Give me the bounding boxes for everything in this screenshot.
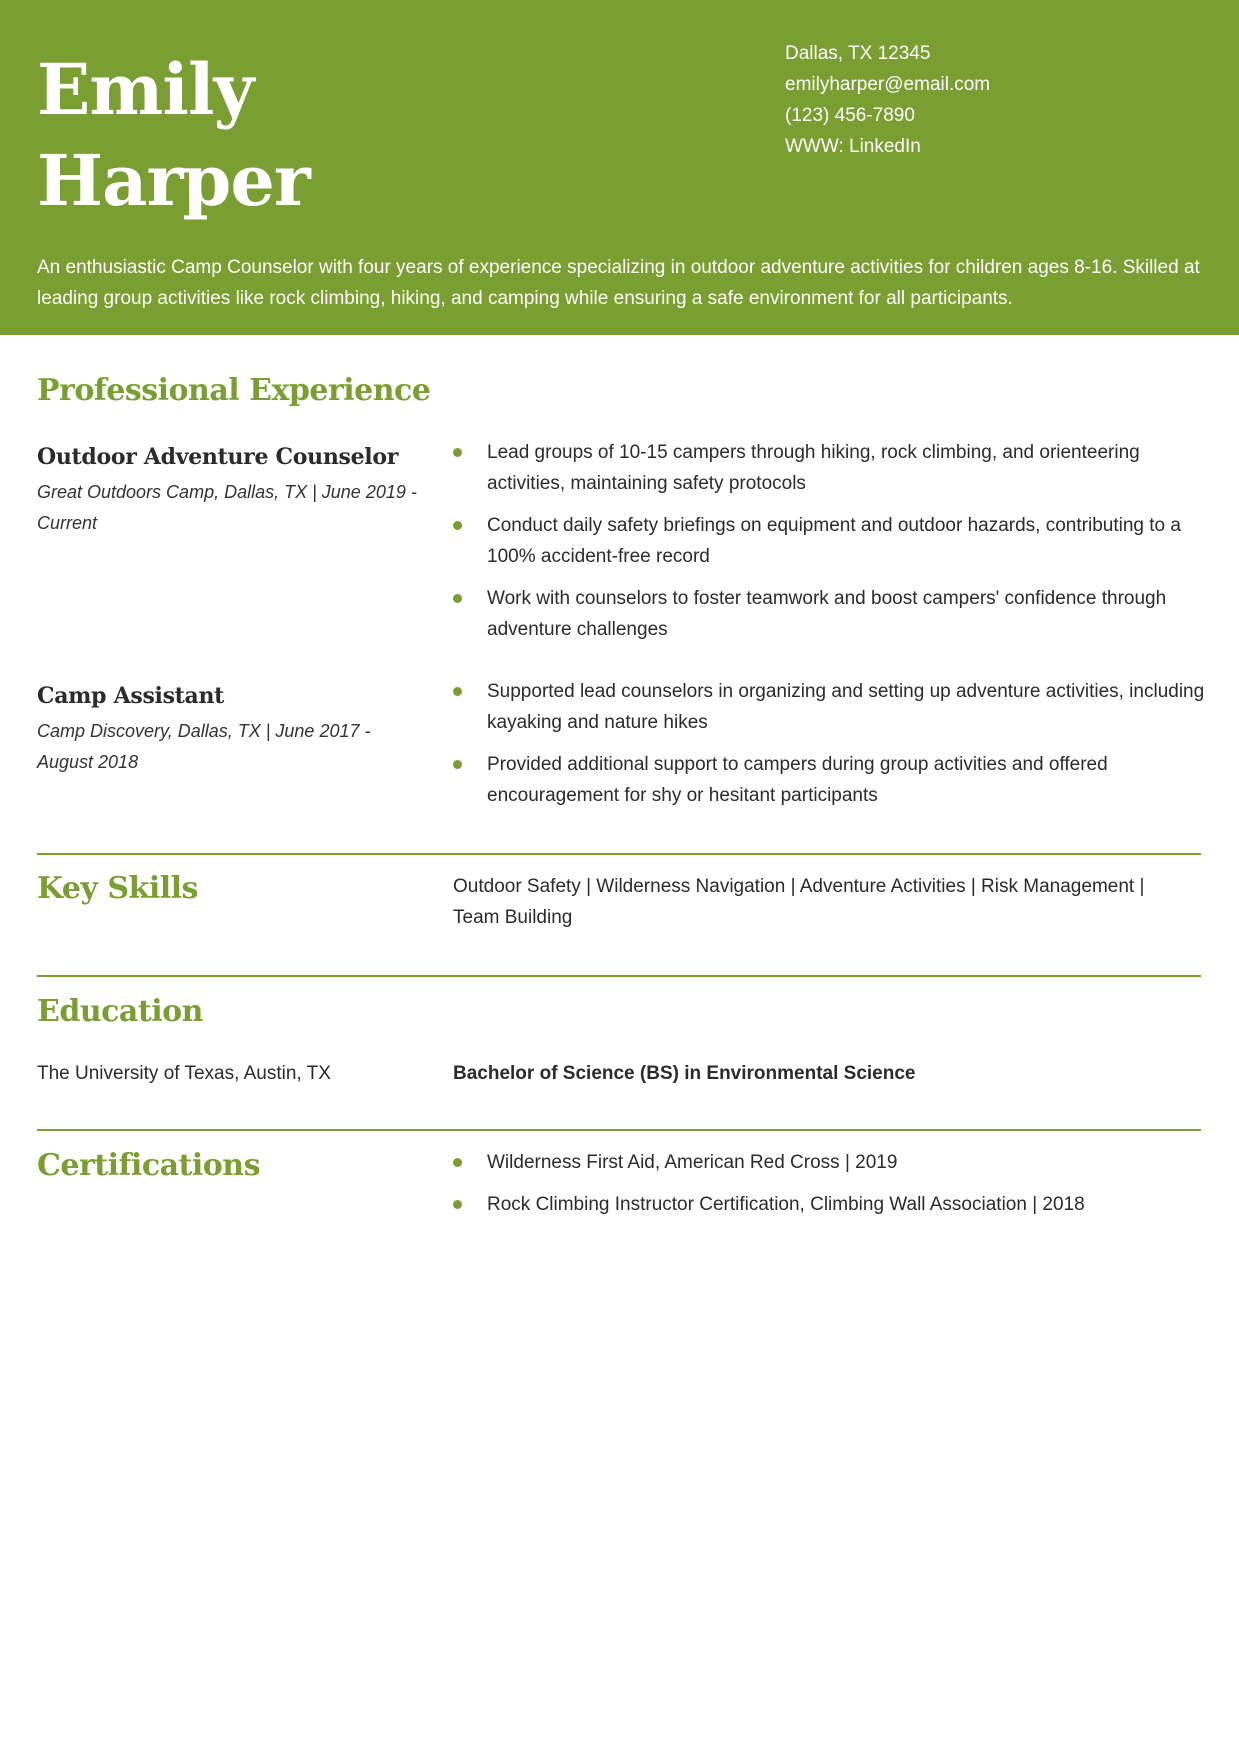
section-divider — [37, 975, 1201, 977]
bullet-dot-icon — [453, 760, 462, 769]
last-name: Harper — [37, 139, 310, 222]
job-title: Outdoor Adventure Counselor — [37, 444, 399, 470]
summary-text: An enthusiastic Camp Counselor with four years of experience specializing in outdoor adventure activities for children ages 8-16. Skilled at leading group activities like rock climbing, hiking, and camping while ensuring a safe environment for all participants. — [37, 257, 1200, 309]
bullet-text: Lead groups of 10-15 campers through hiking, rock climbing, and orienteering activities, maintaining safety protocols — [487, 442, 1140, 494]
certification-text: Wilderness First Aid, American Red Cross | 2019 — [487, 1152, 898, 1173]
job-details: , Dallas, TX | June 2017 - August 2018 — [37, 721, 371, 772]
candidate-name — [37, 44, 310, 226]
list-item — [452, 749, 1212, 811]
job-details: , Dallas, TX | June 2019 - Current — [37, 482, 417, 533]
section-divider — [37, 853, 1201, 855]
bullet-dot-icon — [453, 594, 462, 603]
contact-phone: (123) 456-7890 — [785, 105, 915, 126]
education-section-title: Education — [37, 994, 203, 1029]
bullet-dot-icon — [453, 1158, 462, 1167]
certifications-section-title: Certifications — [37, 1148, 260, 1183]
list-item — [452, 437, 1212, 499]
list-item — [452, 1147, 1212, 1178]
job-bullets — [452, 437, 1212, 656]
job-meta — [37, 716, 417, 778]
job-meta — [37, 477, 417, 539]
education-degree: Bachelor of Science (BS) in Environmental Science — [453, 1063, 916, 1084]
contact-location: Dallas, TX 12345 — [785, 43, 931, 64]
bullet-dot-icon — [453, 521, 462, 530]
job-title: Camp Assistant — [37, 683, 225, 709]
contact-info — [785, 38, 990, 162]
education-school: The University of Texas, Austin, TX — [37, 1063, 331, 1084]
job-bullets — [452, 676, 1212, 822]
bullet-text: Provided additional support to campers during group activities and offered encouragement for shy or hesitant participants — [487, 754, 1108, 806]
skills-section-title: Key Skills — [37, 871, 198, 906]
list-item — [452, 1189, 1212, 1220]
header-band — [0, 0, 1239, 335]
list-item — [452, 510, 1212, 572]
section-divider — [37, 1129, 1201, 1131]
bullet-text: Supported lead counselors in organizing and setting up adventure activities, including kayaking and nature hikes — [487, 681, 1205, 733]
job-company: Camp Discovery — [37, 721, 168, 741]
job-company: Great Outdoors Camp — [37, 482, 215, 502]
certifications-list — [452, 1147, 1212, 1231]
contact-website: WWW: LinkedIn — [785, 136, 921, 157]
contact-email: emilyharper@email.com — [785, 74, 991, 95]
list-item — [452, 583, 1212, 645]
skills-text: Outdoor Safety | Wilderness Navigation | Adventure Activities | Risk Management | Team Building — [453, 876, 1145, 928]
bullet-text: Conduct daily safety briefings on equipment and outdoor hazards, contributing to a 100% accident-free record — [487, 515, 1181, 567]
experience-section-title: Professional Experience — [37, 373, 431, 408]
bullet-text: Work with counselors to foster teamwork and boost campers' confidence through adventure challenges — [487, 588, 1167, 640]
bullet-dot-icon — [453, 1200, 462, 1209]
bullet-dot-icon — [453, 448, 462, 457]
list-item — [452, 676, 1212, 738]
first-name: Emily — [37, 48, 254, 131]
bullet-dot-icon — [453, 687, 462, 696]
certification-text: Rock Climbing Instructor Certification, Climbing Wall Association | 2018 — [487, 1194, 1085, 1215]
